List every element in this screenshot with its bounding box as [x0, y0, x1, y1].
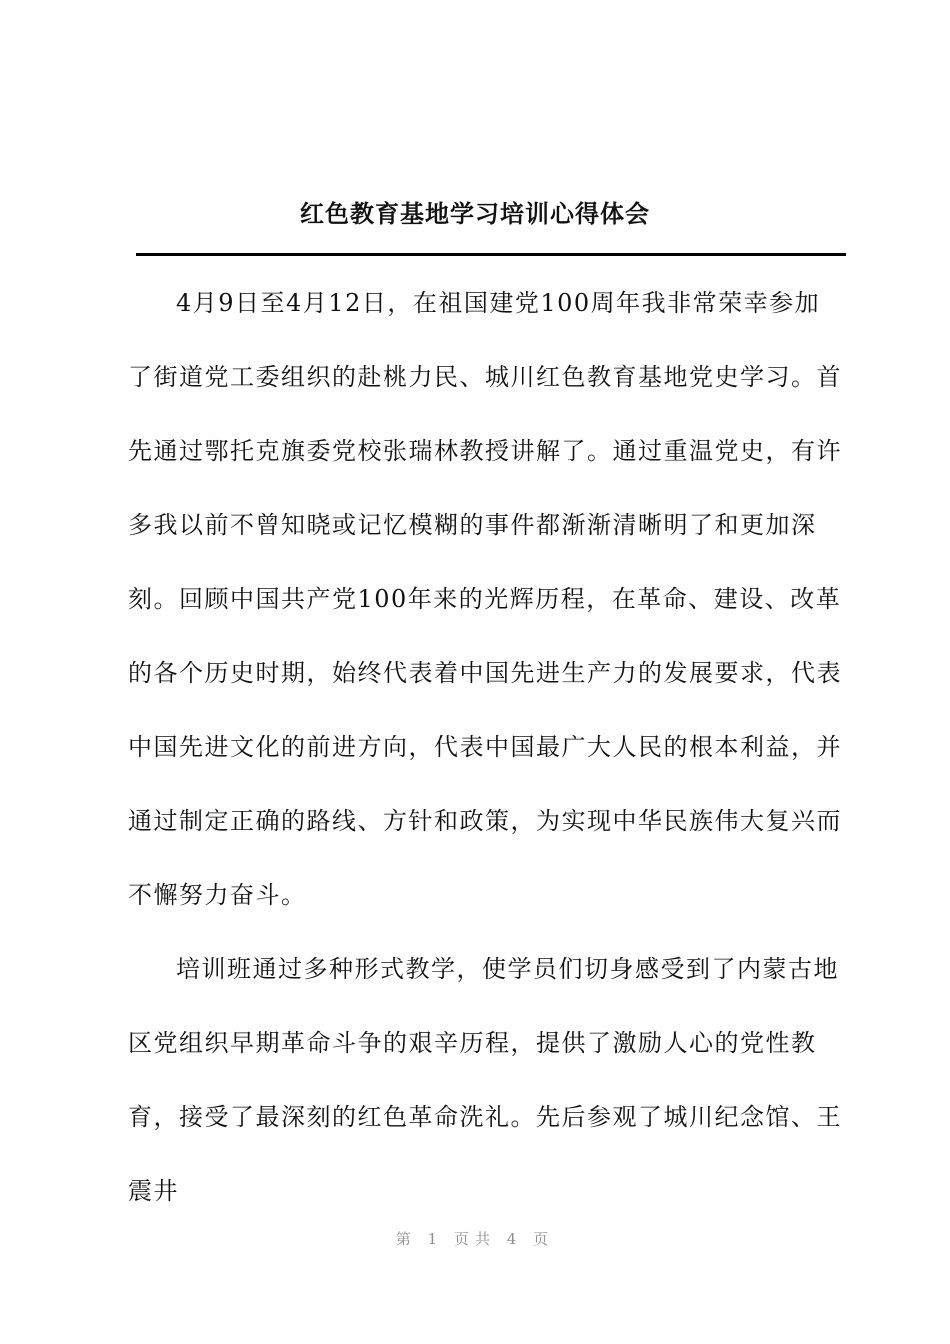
- body-paragraph-2: 培训班通过多种形式教学，使学员们切身感受到了内蒙古地区党组织早期革命斗争的艰辛历程，提供了激励人心的党性教育，接受了最深刻的红色革命洗礼。先后参观了城川纪念馆、王震井: [128, 955, 842, 1205]
- document-body: [128, 266, 843, 1228]
- document-title: 红色教育基地学习培训心得体会: [300, 199, 650, 228]
- title-divider: [136, 253, 846, 256]
- body-paragraph-1: 4月9日至4月12日，在祖国建党100周年我非常荣幸参加了街道党工委组织的赴桃力民、城川红色教育基地党史学习。首先通过鄂托克旗委党校张瑞林教授讲解了。通过重温党史，有许多我以前不曾知晓或记忆模糊的事件都渐渐清晰明了和更加深刻。回顾中国共产党100年来的光辉历程，在革命、建设、改革的各个历史时期，始终代表着中国先进生产力的发展要求，代表中国先进文化的前进方向，代表中国最广大人民的根本利益，并通过制定正确的路线、方针和政策，为实现中华民族伟大复兴而不懈努力奋斗。: [128, 289, 842, 909]
- page-number-footer: 第 1 页共 4 页: [395, 1230, 555, 1248]
